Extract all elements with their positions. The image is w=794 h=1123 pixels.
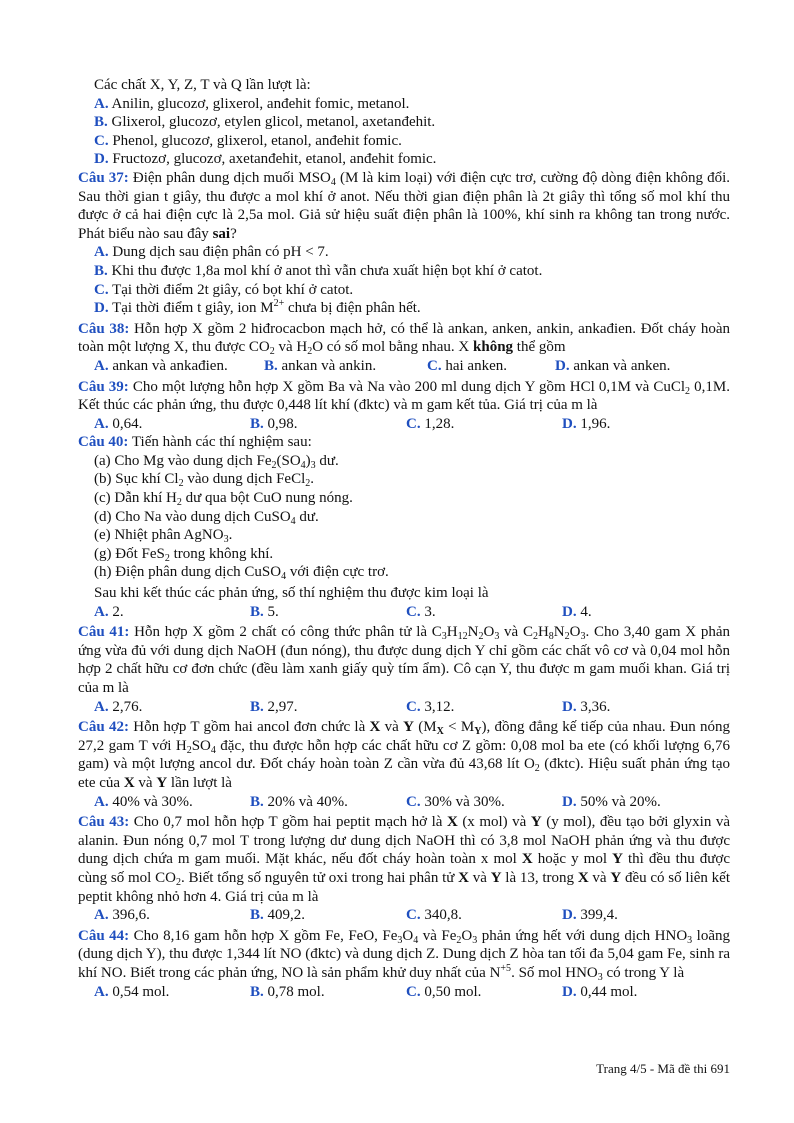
q43-option-a <box>94 906 250 925</box>
option-text: Phenol, glucozơ, glixerol, etanol, anđehit fomic. <box>112 132 402 149</box>
stem-text: đều thu được cùng số mol CO <box>78 851 731 886</box>
subscript: 2 <box>564 631 570 643</box>
subscript: 2 <box>186 744 192 756</box>
option-text: Anilin, glucozơ, glixerol, anđehit fomic, metanol. <box>111 95 410 112</box>
q37-option-d <box>78 299 730 318</box>
question-37-stem <box>78 169 730 243</box>
experiment-c <box>78 489 730 508</box>
option-text: 3,36. <box>580 698 611 715</box>
option-label: D. <box>555 357 570 374</box>
option-label: A. <box>94 603 109 620</box>
experiment-d <box>78 508 730 527</box>
stem-text: lượng 6,76 gam) và một lượng ancol dư. Đốt cháy hoàn toàn Z cần vừa đủ 43,68 lít O <box>78 737 731 773</box>
symbol-y: Y <box>403 719 414 736</box>
experiment-text: với điện cực trơ. <box>286 564 389 581</box>
experiment-text: ) <box>305 452 311 469</box>
intro-option-b <box>78 113 730 132</box>
option-text: 3. <box>424 603 436 620</box>
q41-option-a <box>94 698 250 717</box>
q38-option-b <box>264 357 427 376</box>
stem-text: < M <box>443 719 475 736</box>
stem-text: O <box>461 927 473 944</box>
q40-option-c <box>406 603 562 622</box>
option-text: 2,76. <box>112 698 143 715</box>
experiment-text: (a) Cho Mg vào dung dịch Fe <box>94 452 272 469</box>
option-text: Khi thu được 1,8a mol khí ở anot thì vẫn chưa xuất hiện bọt khí ở catot. <box>111 262 543 279</box>
option-label: C. <box>406 983 421 1000</box>
stem-text: lần lượt là <box>167 774 232 791</box>
q43-option-b <box>250 906 406 925</box>
q39-option-c <box>406 415 562 434</box>
question-number: Câu 43: <box>78 814 130 831</box>
option-text: 409,2. <box>267 907 306 924</box>
subscript: 2 <box>164 552 170 564</box>
subscript: 2 <box>178 478 184 490</box>
stem-text: và <box>469 869 491 886</box>
option-label: B. <box>250 698 264 715</box>
stem-text: loãng (dung dịch Y), thu được 1,344 lít NO (đktc) và dung dịch Z. Dung dịch Z hòa tan tối đa <box>78 927 730 963</box>
option-label: C. <box>406 603 421 620</box>
question-41-stem <box>78 623 730 697</box>
stem-text: Hỗn hợp X gồm 2 hiđrocacbon mạch hở, có thể là ankan, anken, ankin, ankađien. Đốt cháy <box>129 320 697 337</box>
stem-text: N <box>467 624 479 641</box>
q41-options <box>78 698 730 717</box>
question-39 <box>78 378 730 434</box>
experiment-text: (SO <box>276 452 301 469</box>
option-label: B. <box>250 793 264 810</box>
stem-text: suất phản ứng tạo ete của <box>78 756 731 791</box>
stem-text: N <box>553 624 565 641</box>
question-38 <box>78 320 730 376</box>
option-label: B. <box>250 415 264 432</box>
q38-option-a <box>94 357 264 376</box>
question-40-stem <box>78 433 730 452</box>
stem-text: thì <box>622 851 644 868</box>
option-text: 1,96. <box>580 415 611 432</box>
q40-option-a <box>94 603 250 622</box>
option-label: D. <box>562 603 577 620</box>
option-text: 4. <box>580 603 592 620</box>
stem-text: là 13, trong <box>501 869 578 886</box>
symbol-x: X <box>123 774 135 791</box>
q40-option-b <box>250 603 406 622</box>
option-text: 2. <box>112 603 124 620</box>
subscript: 3 <box>472 934 478 946</box>
question-37 <box>78 169 730 318</box>
option-text: 50% và 20%. <box>580 793 661 810</box>
intro-option-c <box>78 132 730 151</box>
option-label: C. <box>406 907 421 924</box>
intro-option-a <box>78 95 730 114</box>
stem-text: số mol khí thu được ở cả hai điện cực là 2,5a mol. Giả sử hiệu suất điện phân là 100%, khí sinh ra <box>78 188 730 224</box>
option-label: D. <box>562 907 577 924</box>
superscript: 2+ <box>273 298 285 310</box>
option-label: B. <box>94 262 108 279</box>
stem-text: Cho 0,7 mol hỗn hợp T gồm hai peptit mạch hở là <box>129 814 447 831</box>
option-text: 5. <box>267 603 279 620</box>
symbol-x: X <box>369 719 381 736</box>
stem-text: 5,04 gam Fe, sinh ra khí NO. Biết trong các phản ứng, NO là sản phẩm khử duy nhất của N <box>78 946 730 981</box>
option-text: 20% và 40%. <box>267 793 348 810</box>
option-text: ankan và ankin. <box>281 357 377 374</box>
q40-option-d <box>562 603 592 622</box>
option-label: B. <box>264 357 278 374</box>
stem-text: ? <box>230 225 237 242</box>
experiment-text: (b) Sục khí Cl <box>94 471 179 488</box>
stem-text: không tan trong nước. Phát biểu nào sau đây <box>78 207 730 242</box>
q38-option-d <box>555 357 670 376</box>
option-text: Tại thời điểm t giây, ion M <box>112 300 274 317</box>
option-text: 40% và 30%. <box>112 793 193 810</box>
option-label: D. <box>94 300 109 317</box>
intro-question-text: Các chất X, Y, Z, T và Q lần lượt là: <box>94 77 311 93</box>
subscript: 2 <box>534 763 540 775</box>
subscript: 2 <box>685 385 691 397</box>
option-label: A. <box>94 415 109 432</box>
option-label: A. <box>94 983 109 1000</box>
stem-text: thể gồm <box>513 339 566 356</box>
q38-option-c <box>427 357 555 376</box>
q44-options <box>78 983 730 1002</box>
subscript: 3 <box>223 534 229 546</box>
q39-option-a <box>94 415 250 434</box>
option-label: A. <box>94 357 109 374</box>
stem-text: Cho một lượng hỗn hợp X gồm Ba và Na vào 200 ml dung dịch Y gồm HCl 0,1M và CuCl <box>128 378 686 395</box>
stem-text: không đổi. Sau thời gian t giây, thu được a mol khí ở anot. Nếu thời gian điện phân là 2t giây thì tổng <box>78 169 731 205</box>
option-text: 0,98. <box>267 415 298 432</box>
stem-text: . Cho 3,40 gam X <box>585 624 697 641</box>
experiment-text: (g) Đốt FeS <box>94 545 165 562</box>
q39-option-d <box>562 415 610 434</box>
q44-option-b <box>250 983 406 1002</box>
stem-text: (đktc). Hiệu <box>539 756 618 773</box>
q39-option-b <box>250 415 406 434</box>
experiment-text: . <box>228 527 233 544</box>
symbol-y: Y <box>610 869 622 886</box>
option-label: D. <box>562 983 577 1000</box>
stem-text: và <box>588 869 611 886</box>
option-label: B. <box>250 983 264 1000</box>
subscript: 4 <box>413 934 419 946</box>
stem-text: và Fe <box>418 927 457 944</box>
stem-text: 0,04 mol hỗn hợp 2 chất hữu cơ đơn chức (đều làm xanh giấy quỳ tím ẩm). Cô cạn Y, thu được <box>78 642 730 678</box>
subscript: 3 <box>597 971 603 983</box>
option-label: A. <box>94 95 109 112</box>
stem-text: đặc, thu được hỗn hợp các chất hữu cơ Z gồm: 0,08 mol ba ete (có khối <box>215 737 660 754</box>
subscript: 4 <box>330 176 336 188</box>
experiment-text: . <box>310 471 314 488</box>
q37-option-b <box>78 262 730 281</box>
subscript: 2 <box>176 497 182 509</box>
q42-option-b <box>250 793 406 812</box>
question-39-stem <box>78 378 730 415</box>
symbol-x: X <box>521 851 533 868</box>
stem-text: phản ứng hết với dung dịch HNO <box>477 927 688 944</box>
option-label: A. <box>94 907 109 924</box>
option-label: D. <box>94 151 109 168</box>
option-label: C. <box>427 357 442 374</box>
stem-text: và thu được dung dịch chứa m gam muối. Mặt khác, nếu đốt cháy hoàn toàn x mol <box>78 832 731 868</box>
question-44 <box>78 927 730 1001</box>
question-43-stem <box>78 813 730 906</box>
subscript <box>437 726 444 737</box>
subscript: 4 <box>290 515 296 527</box>
option-text: ankan và ankađien. <box>112 357 228 374</box>
subscript: 2 <box>307 346 313 358</box>
stem-text: (M <box>413 719 437 736</box>
stem-text: glyxin và alanin. Đun nóng 0,7 mol T trong lượng dư dung dịch NaOH thì có 3,8 mol NaOH phản ứng <box>78 814 730 849</box>
option-label: B. <box>250 603 264 620</box>
stem-text: và <box>134 774 157 791</box>
option-text: 0,50 mol. <box>424 983 482 1000</box>
intro-question <box>78 76 730 95</box>
stem-text: 0,1M. <box>690 378 730 395</box>
subscript <box>474 726 481 737</box>
question-number: Câu 44: <box>78 927 130 944</box>
option-label: C. <box>406 415 421 432</box>
subscript: 2 <box>175 876 181 888</box>
symbol-y: Y <box>474 726 482 738</box>
stem-text: (y mol), đều tạo bởi <box>541 814 669 831</box>
symbol-x: X <box>436 726 444 738</box>
stem-emphasis: không <box>473 339 514 356</box>
question-40 <box>78 433 730 621</box>
option-label: C. <box>94 281 109 298</box>
subscript: 2 <box>456 934 462 946</box>
stem-text: Kết thúc các phản ứng, thu được 0,448 lít khí (đktc) và m gam kết tủa. Giá trị của m là <box>78 397 598 414</box>
option-label: C. <box>406 698 421 715</box>
stem-text: Hỗn hợp T gồm hai ancol đơn chức là <box>128 719 370 736</box>
experiment-text: dư. <box>315 452 339 469</box>
q38-options <box>78 357 730 376</box>
option-label: A. <box>94 793 109 810</box>
stem-text: O <box>402 927 414 944</box>
experiment-h <box>78 563 730 582</box>
subscript: 3 <box>494 631 500 643</box>
stem-text: O <box>569 624 581 641</box>
question-43 <box>78 813 730 925</box>
option-text: ankan và anken. <box>573 357 671 374</box>
option-label: C. <box>406 793 421 810</box>
experiment-text: dư qua bột CuO nung nóng. <box>181 490 353 507</box>
stem-text: O có số mol bằng nhau. X <box>312 339 474 356</box>
stem-text: Cho 8,16 gam hỗn hợp X gồm Fe, FeO, Fe <box>129 927 398 944</box>
option-text: 3,12. <box>424 698 455 715</box>
experiment-text: vào dung dịch FeCl <box>183 471 306 488</box>
stem-text: (x mol) và <box>457 814 531 831</box>
question-42 <box>78 718 730 811</box>
experiment-e <box>78 526 730 545</box>
intro-option-d <box>78 150 730 169</box>
subscript: 12 <box>457 631 468 643</box>
stem-text: H <box>537 624 549 641</box>
q41-option-c <box>406 698 562 717</box>
subscript: 8 <box>548 631 554 643</box>
question-40-tail <box>78 584 730 603</box>
option-label: B. <box>250 907 264 924</box>
stem-text: HNO <box>565 964 598 981</box>
q44-option-c <box>406 983 562 1002</box>
option-text: 0,64. <box>112 415 143 432</box>
stem-text: và <box>380 719 404 736</box>
stem-text: hoàn toàn một lượng X, thu được CO <box>78 320 731 356</box>
symbol-y: Y <box>530 814 542 831</box>
experiment-text: (c) Dẫn khí H <box>94 490 177 507</box>
q43-option-d <box>562 906 618 925</box>
experiment-text: trong không khí. <box>169 545 274 562</box>
question-44-stem <box>78 927 730 983</box>
stem-text: phản ứng vừa đủ với dung dịch NaOH (đun nóng), thu được dung dịch Y chỉ gồm các chất vô cơ và <box>78 624 731 659</box>
q42-option-d <box>562 793 661 812</box>
stem-text: SO <box>191 737 211 754</box>
stem-text: O <box>483 624 495 641</box>
subscript: 3 <box>441 631 447 643</box>
q39-options <box>78 415 730 434</box>
experiment-text: dư. <box>295 508 319 525</box>
option-label: B. <box>94 114 108 131</box>
symbol-x: X <box>458 869 469 886</box>
symbol-y: Y <box>156 774 168 791</box>
q42-option-c <box>406 793 562 812</box>
page-footer: Trang 4/5 - Mã đề thi 691 <box>596 1061 730 1076</box>
option-text: 2,97. <box>267 698 298 715</box>
subscript: 2 <box>269 346 275 358</box>
stem-text: . Số mol <box>511 964 562 981</box>
q41-option-b <box>250 698 406 717</box>
subscript: 2 <box>271 459 277 471</box>
experiment-text: (h) Điện phân dung dịch CuSO <box>94 564 282 581</box>
stem-text: . Biết tổng số nguyên tử oxi trong hai phân tử <box>180 869 459 886</box>
stem-text: Điện phân dung dịch muối MSO <box>128 169 331 186</box>
option-text: hai anken. <box>445 357 507 374</box>
subscript: 2 <box>305 478 311 490</box>
q40-options <box>78 603 730 622</box>
option-text: Tại thời điểm 2t giây, có bọt khí ở catot. <box>112 281 354 298</box>
option-text: 1,28. <box>424 415 455 432</box>
stem-text: hoặc y mol <box>532 851 613 868</box>
q43-option-c <box>406 906 562 925</box>
question-number: Câu 40: <box>78 434 129 451</box>
subscript: 2 <box>478 631 484 643</box>
question-number: Câu 41: <box>78 624 130 641</box>
q43-options <box>78 906 730 925</box>
stem-text: nóng 27,2 gam T với H <box>78 719 731 754</box>
q42-options <box>78 793 730 812</box>
question-number: Câu 38: <box>78 320 130 337</box>
option-text: 396,6. <box>112 907 150 924</box>
question-number: Câu 42: <box>78 719 129 736</box>
stem-text: Sau khi kết thúc các phản ứng, số thí nghiệm thu được kim loại là <box>94 585 489 602</box>
option-text: Fructozơ, glucozơ, axetanđehit, etanol, anđehit fomic. <box>112 151 437 168</box>
stem-text: Hỗn hợp X gồm 2 chất có công thức phân tử là C <box>129 624 442 641</box>
q37-option-c <box>78 281 730 300</box>
stem-text: ), đồng đẳng kế tiếp của nhau. Đun <box>481 719 696 736</box>
stem-text: và H <box>274 339 308 356</box>
subscript: 2 <box>532 631 538 643</box>
subscript: 3 <box>687 934 693 946</box>
stem-text: Tiến hành các thí nghiệm sau: <box>128 434 312 451</box>
superscript: +5 <box>500 962 512 974</box>
experiment-g <box>78 545 730 564</box>
subscript: 4 <box>300 459 306 471</box>
option-text: chưa bị điện phân hết. <box>284 300 421 317</box>
option-text: 0,44 mol. <box>580 983 638 1000</box>
option-label: D. <box>562 698 577 715</box>
subscript: 3 <box>397 934 403 946</box>
stem-text: có trong Y là <box>602 964 685 981</box>
stem-text: H <box>446 624 458 641</box>
option-label: C. <box>94 132 109 149</box>
subscript: 3 <box>310 459 316 471</box>
subscript: 3 <box>580 631 586 643</box>
exam-page <box>78 76 730 1001</box>
q37-option-a <box>78 243 730 262</box>
q44-option-a <box>94 983 250 1002</box>
question-number: Câu 39: <box>78 378 129 395</box>
subscript: 4 <box>210 744 216 756</box>
experiment-text: (e) Nhiệt phân AgNO <box>94 527 224 544</box>
experiment-text: (d) Cho Na vào dung dịch CuSO <box>94 508 291 525</box>
q44-option-d <box>562 983 637 1002</box>
option-text: 0,54 mol. <box>112 983 170 1000</box>
option-label: A. <box>94 698 109 715</box>
q42-option-a <box>94 793 250 812</box>
stem-text: đều có số liên kết peptit không nhỏ hơn 4. Giá trị của m là <box>78 869 730 905</box>
symbol-x: X <box>577 869 589 886</box>
option-text: 30% và 30%. <box>424 793 505 810</box>
option-label: A. <box>94 244 109 261</box>
option-label: D. <box>562 415 577 432</box>
stem-text: m gam muối khan. Giá trị của m là <box>78 661 730 696</box>
option-text: 0,78 mol. <box>267 983 325 1000</box>
option-text: Glixerol, glucozơ, etylen glicol, metanol, axetanđehit. <box>111 114 436 131</box>
stem-text: và C <box>499 624 533 641</box>
option-label: D. <box>562 793 577 810</box>
experiment-a <box>78 452 730 471</box>
option-text: Dung dịch sau điện phân có pH < 7. <box>112 244 329 261</box>
question-41 <box>78 623 730 716</box>
symbol-y: Y <box>490 869 502 886</box>
question-number: Câu 37: <box>78 169 129 186</box>
option-text: 340,8. <box>424 907 462 924</box>
experiment-b <box>78 470 730 489</box>
symbol-x: X <box>446 814 458 831</box>
q41-option-d <box>562 698 610 717</box>
subscript: 4 <box>281 571 287 583</box>
stem-text: (M là kim loại) với điện cực trơ, cường độ dòng điện <box>335 169 662 186</box>
question-38-stem <box>78 320 730 357</box>
option-text: 399,4. <box>580 907 618 924</box>
symbol-y: Y <box>612 851 623 868</box>
question-42-stem <box>78 718 730 792</box>
stem-emphasis: sai <box>212 225 231 242</box>
